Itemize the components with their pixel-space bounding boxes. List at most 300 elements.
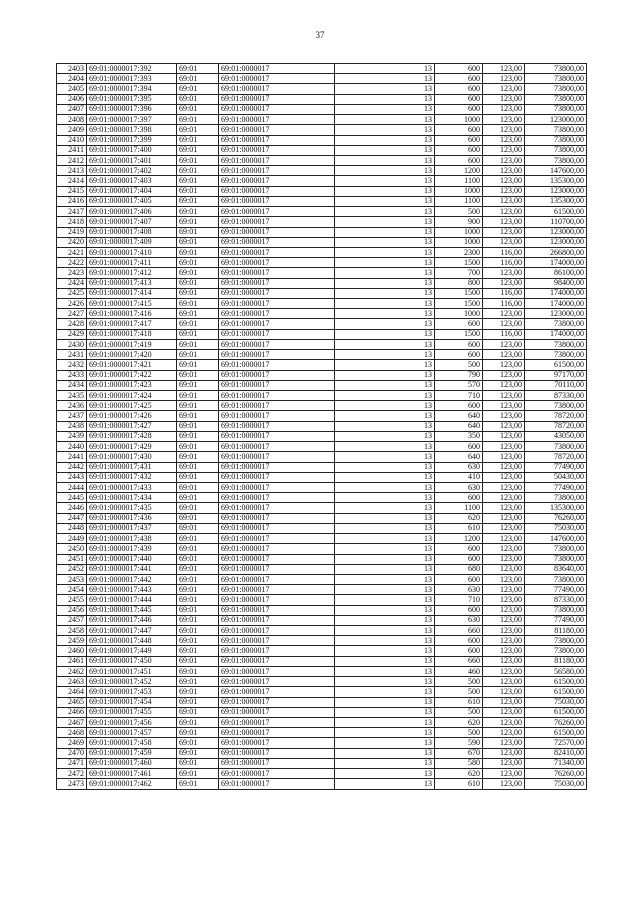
cadastral-number-cell: 69:01:0000017:437	[87, 523, 177, 533]
area-cell: 1000	[435, 227, 483, 237]
quarter-cell: 69:01:0000017	[219, 738, 335, 748]
table-row	[57, 748, 587, 758]
rate-cell: 123,00	[483, 145, 525, 155]
value-cell: 123000,00	[525, 115, 587, 125]
cadastral-number-cell: 69:01:0000017:445	[87, 605, 177, 615]
rate-cell: 123,00	[483, 115, 525, 125]
value-cell: 73800,00	[525, 135, 587, 145]
area-cell: 610	[435, 697, 483, 707]
value-cell: 73800,00	[525, 605, 587, 615]
value-cell: 82410,00	[525, 748, 587, 758]
row-number-cell: 2421	[57, 247, 87, 257]
category-cell: 13	[335, 513, 435, 523]
value-cell: 147600,00	[525, 534, 587, 544]
cadastral-number-cell: 69:01:0000017:425	[87, 401, 177, 411]
table-row	[57, 84, 587, 94]
rate-cell: 123,00	[483, 646, 525, 656]
row-number-cell: 2473	[57, 779, 87, 789]
category-cell: 13	[335, 431, 435, 441]
value-cell: 61500,00	[525, 728, 587, 738]
value-cell: 135300,00	[525, 196, 587, 206]
area-cell: 2300	[435, 247, 483, 257]
cadastral-number-cell: 69:01:0000017:419	[87, 339, 177, 349]
table-row	[57, 329, 587, 339]
district-cell: 69:01	[177, 738, 219, 748]
value-cell: 73800,00	[525, 636, 587, 646]
area-cell: 600	[435, 319, 483, 329]
table-row	[57, 74, 587, 84]
row-number-cell: 2434	[57, 380, 87, 390]
quarter-cell: 69:01:0000017	[219, 319, 335, 329]
cadastral-number-cell: 69:01:0000017:399	[87, 135, 177, 145]
table-row	[57, 135, 587, 145]
category-cell: 13	[335, 544, 435, 554]
area-cell: 710	[435, 595, 483, 605]
value-cell: 77490,00	[525, 615, 587, 625]
rate-cell: 123,00	[483, 493, 525, 503]
district-cell: 69:01	[177, 207, 219, 217]
rate-cell: 123,00	[483, 779, 525, 789]
cadastral-number-cell: 69:01:0000017:456	[87, 718, 177, 728]
rate-cell: 123,00	[483, 166, 525, 176]
category-cell: 13	[335, 268, 435, 278]
category-cell: 13	[335, 574, 435, 584]
quarter-cell: 69:01:0000017	[219, 646, 335, 656]
table-row	[57, 523, 587, 533]
value-cell: 73800,00	[525, 104, 587, 114]
district-cell: 69:01	[177, 155, 219, 165]
row-number-cell: 2413	[57, 166, 87, 176]
cadastral-number-cell: 69:01:0000017:433	[87, 482, 177, 492]
quarter-cell: 69:01:0000017	[219, 718, 335, 728]
district-cell: 69:01	[177, 176, 219, 186]
row-number-cell: 2435	[57, 391, 87, 401]
area-cell: 500	[435, 687, 483, 697]
row-number-cell: 2424	[57, 278, 87, 288]
district-cell: 69:01	[177, 442, 219, 452]
category-cell: 13	[335, 748, 435, 758]
cadastral-number-cell: 69:01:0000017:422	[87, 370, 177, 380]
value-cell: 73800,00	[525, 125, 587, 135]
quarter-cell: 69:01:0000017	[219, 84, 335, 94]
category-cell: 13	[335, 125, 435, 135]
rate-cell: 123,00	[483, 513, 525, 523]
area-cell: 590	[435, 738, 483, 748]
area-cell: 610	[435, 523, 483, 533]
row-number-cell: 2427	[57, 309, 87, 319]
area-cell: 620	[435, 769, 483, 779]
category-cell: 13	[335, 401, 435, 411]
rate-cell: 123,00	[483, 503, 525, 513]
category-cell: 13	[335, 697, 435, 707]
rate-cell: 123,00	[483, 677, 525, 687]
rate-cell: 123,00	[483, 217, 525, 227]
cadastral-number-cell: 69:01:0000017:402	[87, 166, 177, 176]
quarter-cell: 69:01:0000017	[219, 299, 335, 309]
table-row	[57, 646, 587, 656]
quarter-cell: 69:01:0000017	[219, 462, 335, 472]
district-cell: 69:01	[177, 769, 219, 779]
table-row	[57, 176, 587, 186]
category-cell: 13	[335, 380, 435, 390]
quarter-cell: 69:01:0000017	[219, 595, 335, 605]
value-cell: 174000,00	[525, 299, 587, 309]
district-cell: 69:01	[177, 482, 219, 492]
district-cell: 69:01	[177, 360, 219, 370]
cadastral-number-cell: 69:01:0000017:454	[87, 697, 177, 707]
quarter-cell: 69:01:0000017	[219, 155, 335, 165]
area-cell: 710	[435, 391, 483, 401]
table-row	[57, 544, 587, 554]
rate-cell: 123,00	[483, 738, 525, 748]
cadastral-number-cell: 69:01:0000017:449	[87, 646, 177, 656]
district-cell: 69:01	[177, 697, 219, 707]
quarter-cell: 69:01:0000017	[219, 258, 335, 268]
row-number-cell: 2469	[57, 738, 87, 748]
row-number-cell: 2428	[57, 319, 87, 329]
district-cell: 69:01	[177, 319, 219, 329]
row-number-cell: 2446	[57, 503, 87, 513]
category-cell: 13	[335, 196, 435, 206]
district-cell: 69:01	[177, 493, 219, 503]
category-cell: 13	[335, 84, 435, 94]
rate-cell: 123,00	[483, 401, 525, 411]
quarter-cell: 69:01:0000017	[219, 268, 335, 278]
row-number-cell: 2430	[57, 339, 87, 349]
rate-cell: 123,00	[483, 615, 525, 625]
value-cell: 78720,00	[525, 411, 587, 421]
category-cell: 13	[335, 186, 435, 196]
rate-cell: 123,00	[483, 278, 525, 288]
area-cell: 1000	[435, 115, 483, 125]
category-cell: 13	[335, 360, 435, 370]
value-cell: 70110,00	[525, 380, 587, 390]
row-number-cell: 2448	[57, 523, 87, 533]
cadastral-number-cell: 69:01:0000017:462	[87, 779, 177, 789]
value-cell: 43050,00	[525, 431, 587, 441]
cadastral-number-cell: 69:01:0000017:400	[87, 145, 177, 155]
cadastral-number-cell: 69:01:0000017:428	[87, 431, 177, 441]
rate-cell: 116,00	[483, 247, 525, 257]
rate-cell: 123,00	[483, 748, 525, 758]
table-row	[57, 462, 587, 472]
cadastral-number-cell: 69:01:0000017:441	[87, 564, 177, 574]
table-row	[57, 227, 587, 237]
category-cell: 13	[335, 758, 435, 768]
row-number-cell: 2471	[57, 758, 87, 768]
district-cell: 69:01	[177, 94, 219, 104]
cadastral-number-cell: 69:01:0000017:411	[87, 258, 177, 268]
table-row	[57, 442, 587, 452]
quarter-cell: 69:01:0000017	[219, 779, 335, 789]
row-number-cell: 2460	[57, 646, 87, 656]
area-cell: 600	[435, 155, 483, 165]
district-cell: 69:01	[177, 513, 219, 523]
row-number-cell: 2457	[57, 615, 87, 625]
value-cell: 61500,00	[525, 707, 587, 717]
cadastral-number-cell: 69:01:0000017:447	[87, 626, 177, 636]
district-cell: 69:01	[177, 564, 219, 574]
value-cell: 73800,00	[525, 319, 587, 329]
row-number-cell: 2415	[57, 186, 87, 196]
table-row	[57, 217, 587, 227]
cadastral-number-cell: 69:01:0000017:444	[87, 595, 177, 605]
category-cell: 13	[335, 145, 435, 155]
table-row	[57, 237, 587, 247]
area-cell: 670	[435, 748, 483, 758]
area-cell: 900	[435, 217, 483, 227]
category-cell: 13	[335, 769, 435, 779]
quarter-cell: 69:01:0000017	[219, 207, 335, 217]
district-cell: 69:01	[177, 84, 219, 94]
category-cell: 13	[335, 391, 435, 401]
area-cell: 790	[435, 370, 483, 380]
quarter-cell: 69:01:0000017	[219, 186, 335, 196]
quarter-cell: 69:01:0000017	[219, 636, 335, 646]
cadastral-number-cell: 69:01:0000017:412	[87, 268, 177, 278]
quarter-cell: 69:01:0000017	[219, 64, 335, 74]
quarter-cell: 69:01:0000017	[219, 605, 335, 615]
cadastral-number-cell: 69:01:0000017:439	[87, 544, 177, 554]
value-cell: 56580,00	[525, 666, 587, 676]
district-cell: 69:01	[177, 656, 219, 666]
category-cell: 13	[335, 677, 435, 687]
category-cell: 13	[335, 319, 435, 329]
district-cell: 69:01	[177, 227, 219, 237]
row-number-cell: 2444	[57, 482, 87, 492]
table-row	[57, 472, 587, 482]
area-cell: 600	[435, 554, 483, 564]
row-number-cell: 2470	[57, 748, 87, 758]
value-cell: 77490,00	[525, 585, 587, 595]
rate-cell: 123,00	[483, 176, 525, 186]
cadastral-number-cell: 69:01:0000017:424	[87, 391, 177, 401]
area-cell: 410	[435, 472, 483, 482]
rate-cell: 123,00	[483, 339, 525, 349]
category-cell: 13	[335, 442, 435, 452]
quarter-cell: 69:01:0000017	[219, 115, 335, 125]
row-number-cell: 2455	[57, 595, 87, 605]
category-cell: 13	[335, 278, 435, 288]
rate-cell: 123,00	[483, 431, 525, 441]
table-row	[57, 564, 587, 574]
cadastral-number-cell: 69:01:0000017:461	[87, 769, 177, 779]
cadastral-number-cell: 69:01:0000017:416	[87, 309, 177, 319]
district-cell: 69:01	[177, 278, 219, 288]
table-row	[57, 513, 587, 523]
rate-cell: 123,00	[483, 707, 525, 717]
rate-cell: 123,00	[483, 370, 525, 380]
category-cell: 13	[335, 288, 435, 298]
category-cell: 13	[335, 615, 435, 625]
quarter-cell: 69:01:0000017	[219, 360, 335, 370]
quarter-cell: 69:01:0000017	[219, 278, 335, 288]
rate-cell: 123,00	[483, 207, 525, 217]
value-cell: 76260,00	[525, 718, 587, 728]
quarter-cell: 69:01:0000017	[219, 493, 335, 503]
cadastral-number-cell: 69:01:0000017:408	[87, 227, 177, 237]
value-cell: 73800,00	[525, 64, 587, 74]
area-cell: 1100	[435, 196, 483, 206]
value-cell: 61500,00	[525, 677, 587, 687]
cadastral-number-cell: 69:01:0000017:398	[87, 125, 177, 135]
row-number-cell: 2459	[57, 636, 87, 646]
quarter-cell: 69:01:0000017	[219, 421, 335, 431]
rate-cell: 123,00	[483, 391, 525, 401]
area-cell: 1000	[435, 186, 483, 196]
table-row	[57, 391, 587, 401]
quarter-cell: 69:01:0000017	[219, 176, 335, 186]
value-cell: 50430,00	[525, 472, 587, 482]
row-number-cell: 2449	[57, 534, 87, 544]
row-number-cell: 2445	[57, 493, 87, 503]
quarter-cell: 69:01:0000017	[219, 237, 335, 247]
category-cell: 13	[335, 656, 435, 666]
rate-cell: 123,00	[483, 697, 525, 707]
table-row	[57, 288, 587, 298]
row-number-cell: 2468	[57, 728, 87, 738]
row-number-cell: 2429	[57, 329, 87, 339]
category-cell: 13	[335, 493, 435, 503]
district-cell: 69:01	[177, 677, 219, 687]
row-number-cell: 2451	[57, 554, 87, 564]
rate-cell: 123,00	[483, 554, 525, 564]
row-number-cell: 2412	[57, 155, 87, 165]
table-row	[57, 738, 587, 748]
value-cell: 78720,00	[525, 421, 587, 431]
quarter-cell: 69:01:0000017	[219, 585, 335, 595]
cadastral-number-cell: 69:01:0000017:438	[87, 534, 177, 544]
cadastral-number-cell: 69:01:0000017:405	[87, 196, 177, 206]
quarter-cell: 69:01:0000017	[219, 339, 335, 349]
table-row	[57, 758, 587, 768]
value-cell: 61500,00	[525, 207, 587, 217]
value-cell: 73800,00	[525, 74, 587, 84]
cadastral-number-cell: 69:01:0000017:414	[87, 288, 177, 298]
rate-cell: 123,00	[483, 523, 525, 533]
value-cell: 73800,00	[525, 646, 587, 656]
value-cell: 73800,00	[525, 145, 587, 155]
table-row	[57, 339, 587, 349]
rate-cell: 123,00	[483, 155, 525, 165]
value-cell: 71340,00	[525, 758, 587, 768]
table-row	[57, 145, 587, 155]
district-cell: 69:01	[177, 707, 219, 717]
table-row	[57, 452, 587, 462]
category-cell: 13	[335, 135, 435, 145]
rate-cell: 123,00	[483, 636, 525, 646]
cadastral-number-cell: 69:01:0000017:401	[87, 155, 177, 165]
table-row	[57, 493, 587, 503]
quarter-cell: 69:01:0000017	[219, 104, 335, 114]
cadastral-number-cell: 69:01:0000017:440	[87, 554, 177, 564]
category-cell: 13	[335, 636, 435, 646]
quarter-cell: 69:01:0000017	[219, 544, 335, 554]
area-cell: 460	[435, 666, 483, 676]
page-number: 37	[315, 30, 325, 40]
table-row	[57, 115, 587, 125]
district-cell: 69:01	[177, 196, 219, 206]
rate-cell: 123,00	[483, 94, 525, 104]
category-cell: 13	[335, 687, 435, 697]
category-cell: 13	[335, 350, 435, 360]
district-cell: 69:01	[177, 687, 219, 697]
row-number-cell: 2466	[57, 707, 87, 717]
category-cell: 13	[335, 217, 435, 227]
category-cell: 13	[335, 207, 435, 217]
area-cell: 1500	[435, 258, 483, 268]
cadastral-number-cell: 69:01:0000017:450	[87, 656, 177, 666]
cadastral-number-cell: 69:01:0000017:395	[87, 94, 177, 104]
quarter-cell: 69:01:0000017	[219, 748, 335, 758]
category-cell: 13	[335, 227, 435, 237]
rate-cell: 123,00	[483, 482, 525, 492]
cadastral-number-cell: 69:01:0000017:406	[87, 207, 177, 217]
row-number-cell: 2467	[57, 718, 87, 728]
area-cell: 660	[435, 656, 483, 666]
rate-cell: 116,00	[483, 299, 525, 309]
rate-cell: 123,00	[483, 309, 525, 319]
row-number-cell: 2425	[57, 288, 87, 298]
cadastral-number-cell: 69:01:0000017:427	[87, 421, 177, 431]
quarter-cell: 69:01:0000017	[219, 482, 335, 492]
quarter-cell: 69:01:0000017	[219, 615, 335, 625]
district-cell: 69:01	[177, 534, 219, 544]
district-cell: 69:01	[177, 115, 219, 125]
district-cell: 69:01	[177, 380, 219, 390]
district-cell: 69:01	[177, 636, 219, 646]
quarter-cell: 69:01:0000017	[219, 677, 335, 687]
district-cell: 69:01	[177, 574, 219, 584]
cadastral-number-cell: 69:01:0000017:417	[87, 319, 177, 329]
category-cell: 13	[335, 64, 435, 74]
rate-cell: 123,00	[483, 574, 525, 584]
district-cell: 69:01	[177, 554, 219, 564]
category-cell: 13	[335, 626, 435, 636]
rate-cell: 123,00	[483, 544, 525, 554]
row-number-cell: 2453	[57, 574, 87, 584]
rate-cell: 123,00	[483, 758, 525, 768]
cadastral-number-cell: 69:01:0000017:434	[87, 493, 177, 503]
cadastral-number-cell: 69:01:0000017:431	[87, 462, 177, 472]
rate-cell: 123,00	[483, 728, 525, 738]
district-cell: 69:01	[177, 615, 219, 625]
rate-cell: 123,00	[483, 64, 525, 74]
value-cell: 135300,00	[525, 503, 587, 513]
district-cell: 69:01	[177, 462, 219, 472]
quarter-cell: 69:01:0000017	[219, 431, 335, 441]
category-cell: 13	[335, 728, 435, 738]
row-number-cell: 2438	[57, 421, 87, 431]
table-row	[57, 360, 587, 370]
district-cell: 69:01	[177, 370, 219, 380]
table-row	[57, 258, 587, 268]
row-number-cell: 2433	[57, 370, 87, 380]
quarter-cell: 69:01:0000017	[219, 472, 335, 482]
table-row	[57, 309, 587, 319]
row-number-cell: 2426	[57, 299, 87, 309]
rate-cell: 123,00	[483, 687, 525, 697]
table-row	[57, 482, 587, 492]
cadastral-number-cell: 69:01:0000017:423	[87, 380, 177, 390]
table-row	[57, 626, 587, 636]
rate-cell: 123,00	[483, 442, 525, 452]
quarter-cell: 69:01:0000017	[219, 442, 335, 452]
district-cell: 69:01	[177, 431, 219, 441]
area-cell: 500	[435, 707, 483, 717]
area-cell: 620	[435, 513, 483, 523]
quarter-cell: 69:01:0000017	[219, 166, 335, 176]
